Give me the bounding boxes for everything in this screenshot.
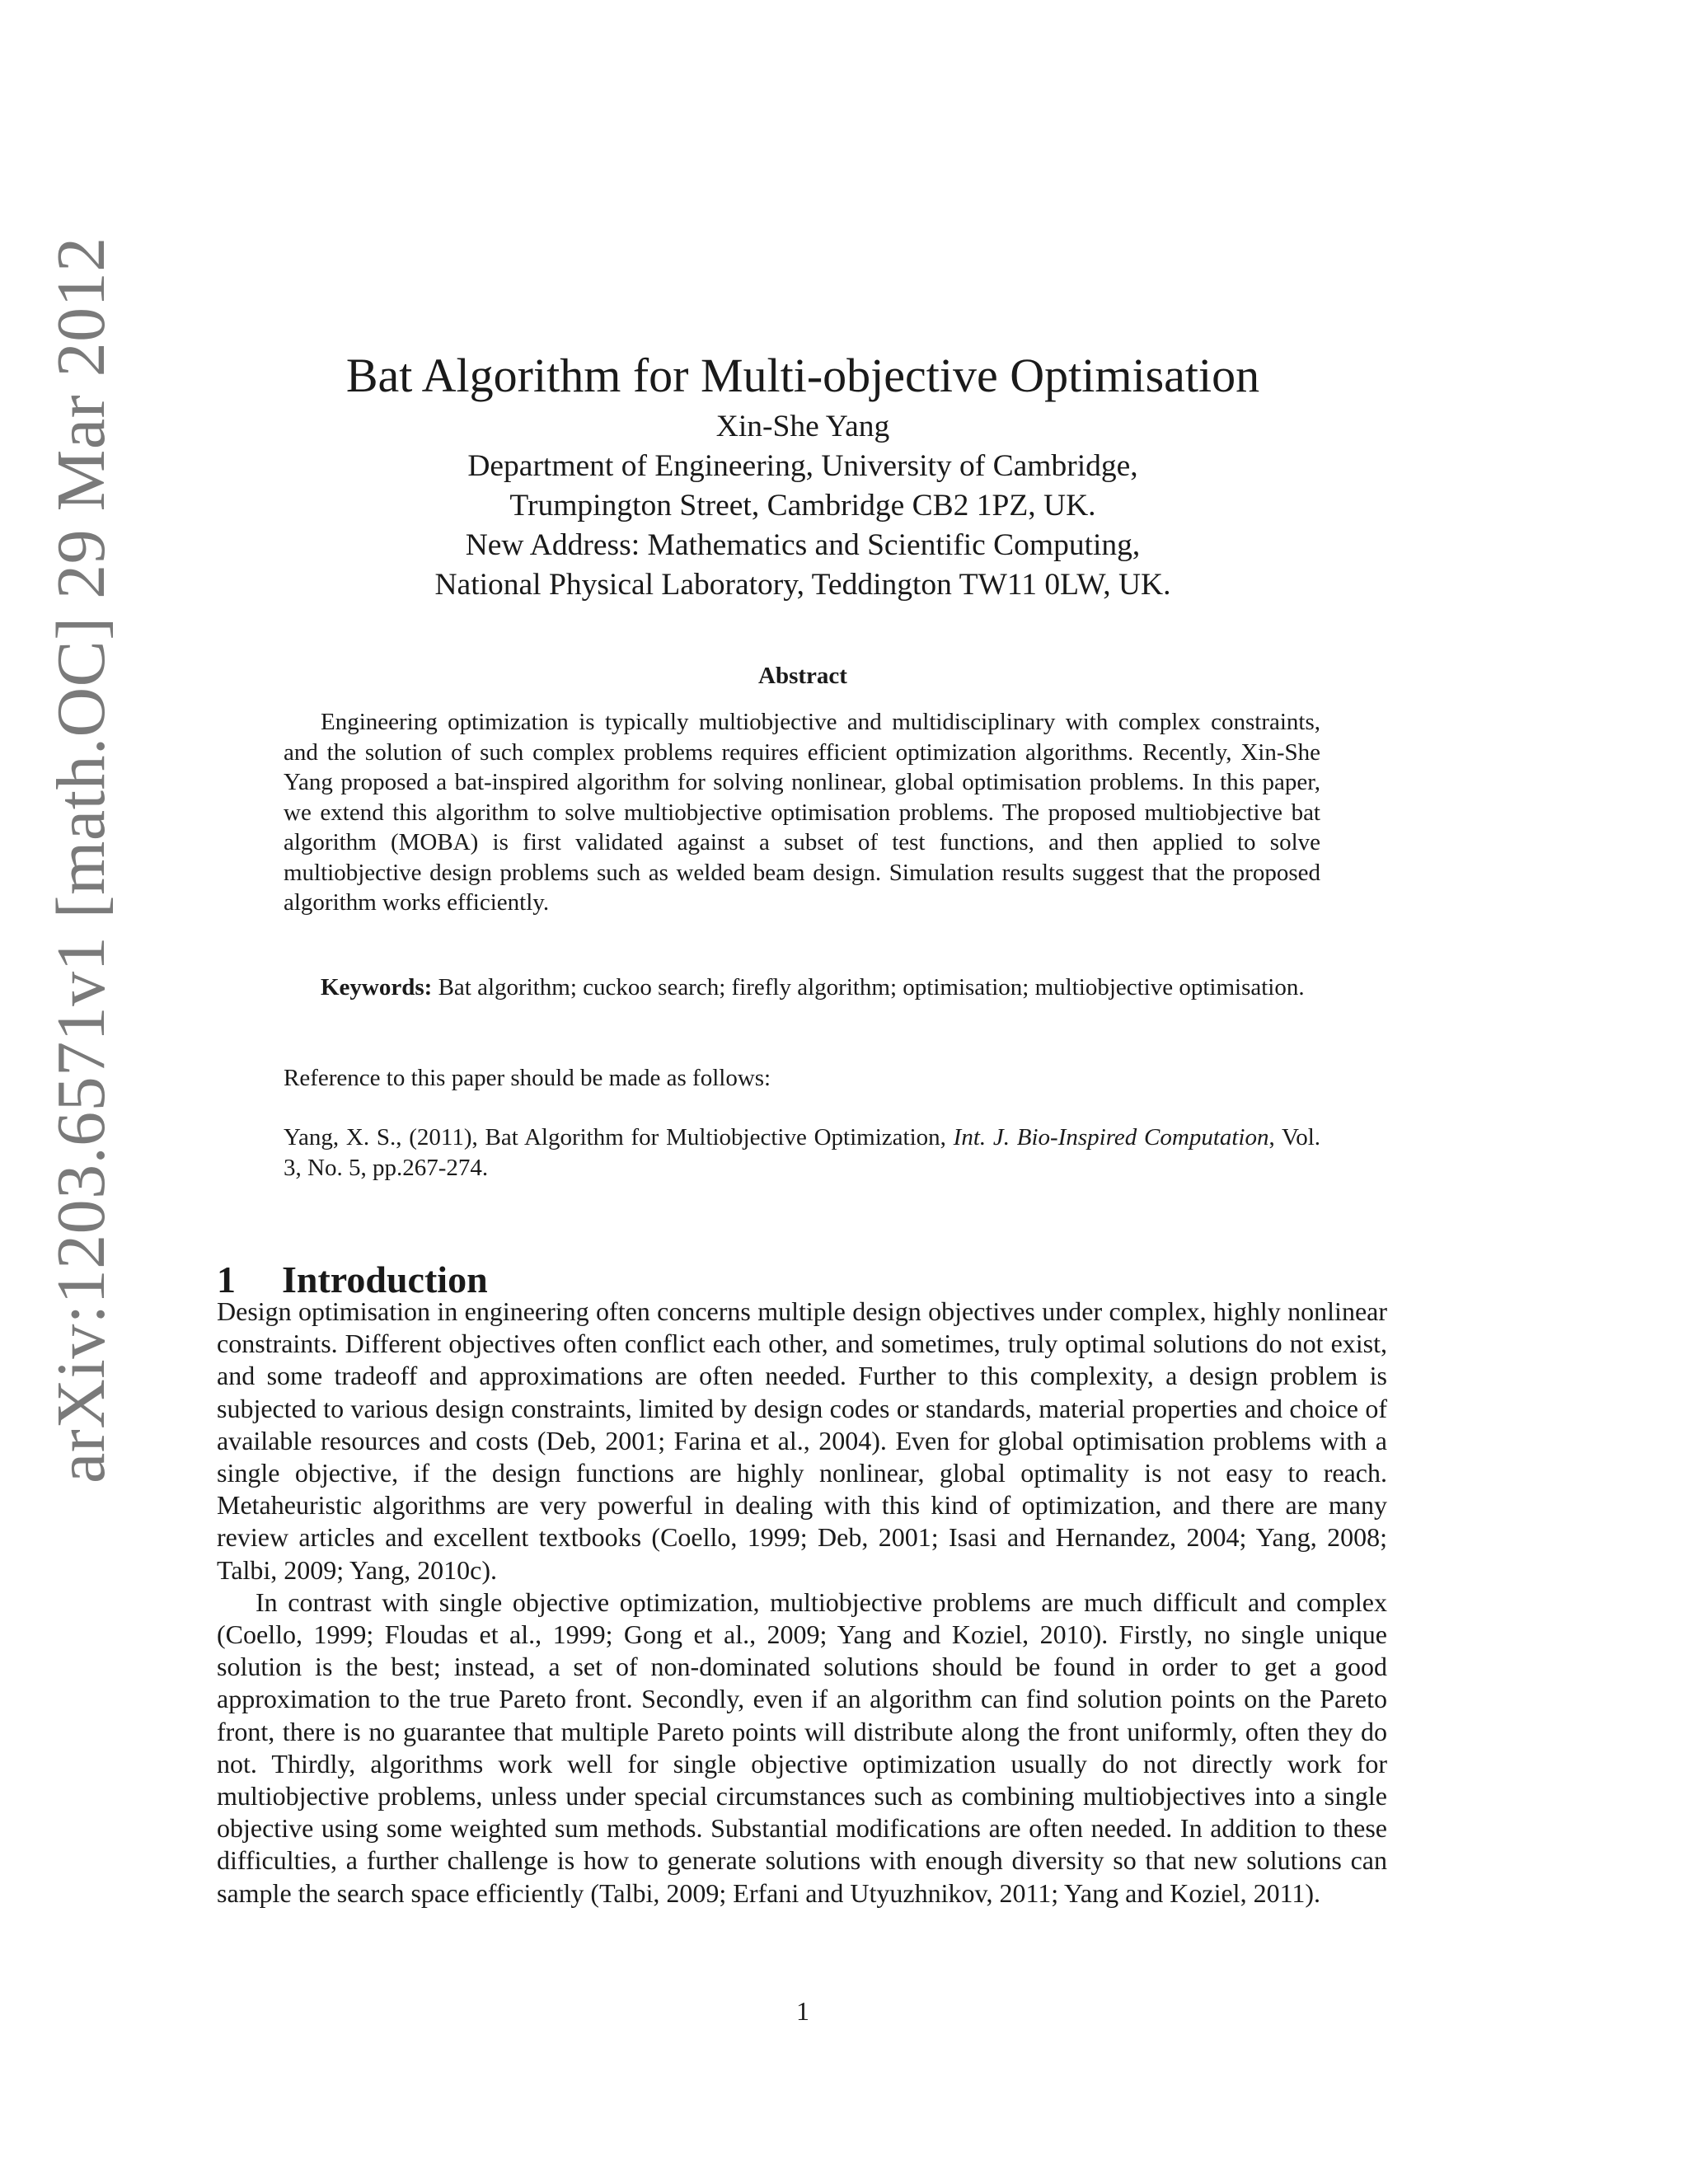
section-title: Introduction bbox=[282, 1258, 488, 1301]
citation-suffix: , Vol. 3, No. 5, pp.267-274. bbox=[284, 1124, 1320, 1181]
keywords-text: Bat algorithm; cuckoo search; firefly algorithm; optimisation; multiobjective optimisation. bbox=[438, 974, 1305, 1001]
affiliation-line: Trumpington Street, Cambridge CB2 1PZ, UK. bbox=[509, 489, 1096, 523]
abstract-heading: Abstract bbox=[758, 663, 847, 689]
author-name: Xin-She Yang bbox=[715, 410, 890, 443]
reference-note: Reference to this paper should be made as follows: bbox=[284, 1065, 771, 1091]
abstract-section bbox=[284, 707, 1320, 918]
affiliation-line: New Address: Mathematics and Scientific Computing, bbox=[465, 528, 1141, 562]
citation-journal: Int. J. Bio-Inspired Computation bbox=[953, 1124, 1269, 1151]
section-number: 1 bbox=[217, 1258, 236, 1301]
introduction-body bbox=[217, 1296, 1387, 1910]
keywords-label: Keywords: bbox=[321, 974, 433, 1001]
body-paragraph: In contrast with single objective optimization, multiobjective problems are much difficult and complex (Coello, 1999; Floudas et al., 1999; Gong et al., 2009; Yang and Koziel, 2010). Firstly, no single unique solution is the best; instead, a set of non-dominated solutions should be found in order to get a good approximation to the true Pareto front. Secondly, even if an algorithm can find solution points on the Pareto front, there is no guarantee that multiple Pareto points will distribute along the front uniformly, often they do not. Thirdly, algorithms work well for single objective optimization usually do not directly work for multiobjective problems, unless under special circumstances such as combining multiobjectives into a single objective using some weighted sum methods. Substantial modifications are often needed. In addition to these difficulties, a further challenge is how to generate solutions with enough diversity so that new solutions can sample the search space efficiently (Talbi, 2009; Erfani and Utyuzhnikov, 2011; Yang and Koziel, 2011). bbox=[217, 1586, 1387, 1908]
affiliation-line: Department of Engineering, University of Cambridge, bbox=[467, 449, 1138, 483]
page-number: 1 bbox=[796, 1996, 809, 2026]
citation-section bbox=[284, 1122, 1320, 1183]
author-block bbox=[0, 407, 1606, 605]
citation-prefix: Yang, X. S., (2011), Bat Algorithm for Multiobjective Optimization, bbox=[284, 1124, 954, 1151]
arxiv-identifier: arXiv:1203.6571v1 [math.OC] 29 Mar 2012 bbox=[43, 237, 120, 1483]
body-paragraph: Design optimisation in engineering often concerns multiple design objectives under complex, highly nonlinear constraints. Different objectives often conflict each other, and sometimes, truly optimal solutions do not exist, and some tradeoff and approximations are often needed. Further to this complexity, a design problem is subjected to various design constraints, limited by design codes or standards, material properties and choice of available resources and costs (Deb, 2001; Farina et al., 2004). Even for global optimisation problems with a single objective, if the design functions are highly nonlinear, global optimality is not easy to reach. Metaheuristic algorithms are very powerful in dealing with this kind of optimization, and there are many review articles and excellent textbooks (Coello, 1999; Deb, 2001; Isasi and Hernandez, 2004; Yang, 2008; Talbi, 2009; Yang, 2010c). bbox=[217, 1296, 1387, 1585]
paper-title: Bat Algorithm for Multi-objective Optimisation bbox=[345, 348, 1260, 402]
abstract-text: Engineering optimization is typically multiobjective and multidisciplinary with complex constraints, and the solution of such complex problems requires efficient optimization algorithms. Recently, Xin-She Yang proposed a bat-inspired algorithm for solving nonlinear, global optimisation problems. In this paper, we extend this algorithm to solve multiobjective optimisation problems. The proposed multiobjective bat algorithm (MOBA) is first validated against a subset of test functions, and then applied to solve multiobjective design problems such as welded beam design. Simulation results suggest that the proposed algorithm works efficiently. bbox=[284, 709, 1320, 916]
affiliation-line: National Physical Laboratory, Teddington TW11 0LW, UK. bbox=[434, 568, 1171, 602]
reference-note-section bbox=[284, 1063, 1320, 1094]
keywords-section bbox=[284, 972, 1320, 1003]
